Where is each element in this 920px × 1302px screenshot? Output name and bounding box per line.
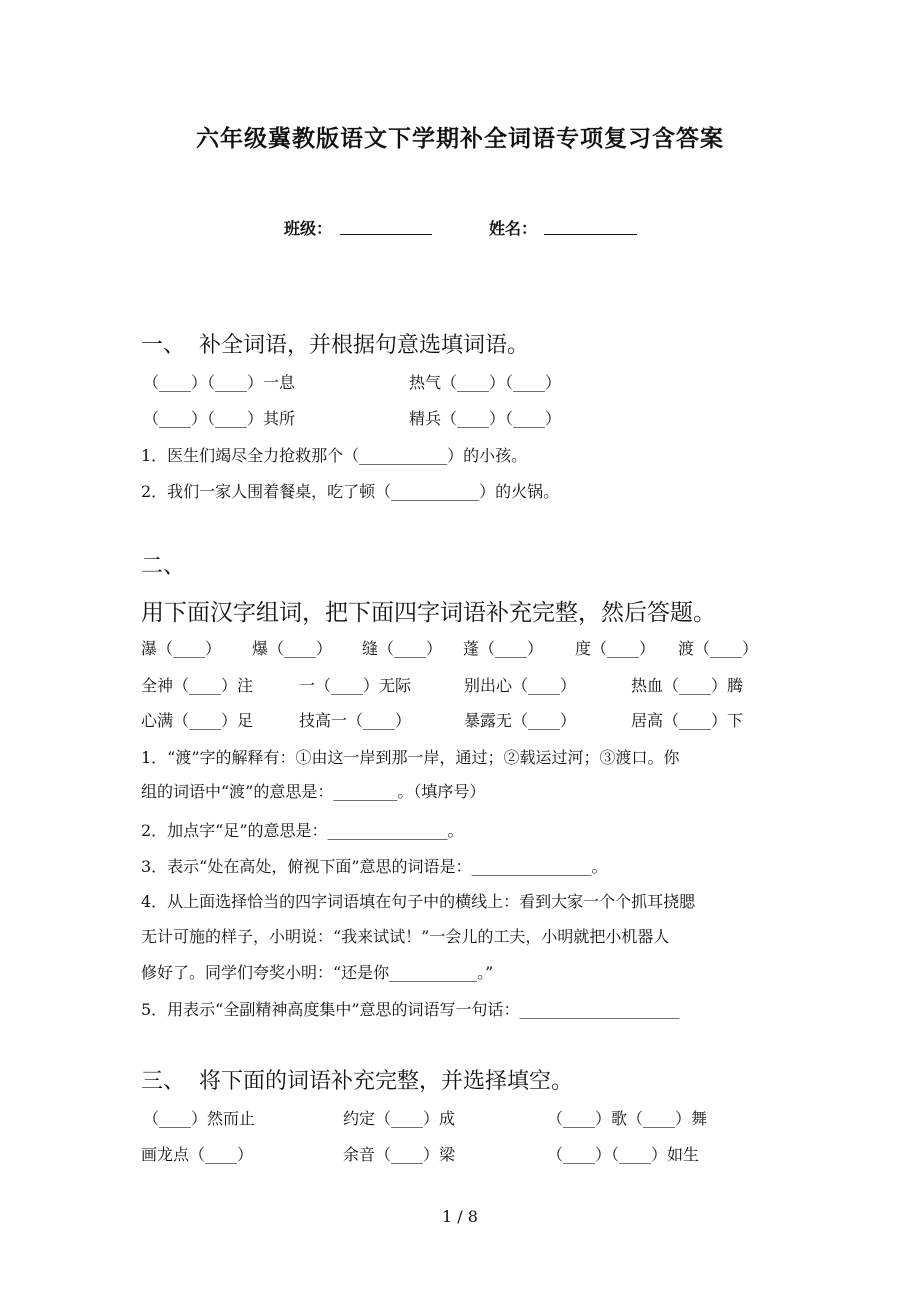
section3-heading: 三、 将下面的词语补充完整，并选择填空。 <box>141 1069 573 1094</box>
idiom-blank: 居高（____）下 <box>631 711 744 730</box>
char-blank: 瀑（____） <box>141 639 222 658</box>
idiom-blank: 画龙点（____） <box>141 1145 254 1164</box>
idiom-blank: （____）歌（____）舞 <box>547 1109 708 1128</box>
char-blank: 度（____） <box>575 639 656 658</box>
question-text: 1．“渡”字的解释有：①由这一岸到那一岸，通过；②载运过河；③渡口。你 <box>141 748 680 767</box>
idiom-blank: 一（____）无际 <box>299 676 412 695</box>
char-blank: 缝（____） <box>362 639 443 658</box>
page-number: 1 / 8 <box>442 1207 478 1226</box>
question-text: 3．表示“处在高处，俯视下面”意思的词语是：_______________。 <box>141 857 608 876</box>
document-title: 六年级冀教版语文下学期补全词语专项复习含答案 <box>196 125 724 152</box>
idiom-blank: 技高一（____） <box>299 711 412 730</box>
name-blank[interactable] <box>544 234 637 235</box>
question-text: 4．从上面选择恰当的四字词语填在句子中的横线上：看到大家一个个抓耳挠腮 <box>141 892 696 911</box>
question-text: 2．我们一家人围着餐桌，吃了顿（___________）的火锅。 <box>141 482 560 501</box>
section2-number: 二、 <box>141 554 186 579</box>
question-text: 1．医生们竭尽全力抢救那个（___________）的小孩。 <box>141 446 528 465</box>
question-text: 2．加点字“足”的意思是：_______________。 <box>141 821 464 840</box>
section1-heading: 一、 补全词语，并根据句意选填词语。 <box>141 333 529 358</box>
name-label: 姓名： <box>489 219 538 238</box>
idiom-blank: 约定（____）成 <box>343 1109 456 1128</box>
question-text: 无计可施的样子，小明说：“我来试试！”一会儿的工夫，小明就把小机器人 <box>141 927 670 946</box>
idiom-blank: （____）（____）如生 <box>547 1145 700 1164</box>
idiom-blank: 心满（____）足 <box>141 711 254 730</box>
question-text: 组的词语中“渡”的意思是：________。（填序号） <box>141 782 486 801</box>
idiom-blank: 暴露无（____） <box>464 711 577 730</box>
idiom-blank: （____）然而止 <box>143 1109 256 1128</box>
idiom-blank: （____）（____）一息 <box>143 373 296 392</box>
section2-heading: 用下面汉字组词，把下面四字词语补充完整，然后答题。 <box>141 600 716 626</box>
idiom-blank: 热血（____）腾 <box>631 676 744 695</box>
question-text: 修好了。同学们夸奖小明：“还是你___________。” <box>141 963 494 982</box>
idiom-blank: 精兵（____）（____） <box>409 409 562 428</box>
char-blank: 渡（____） <box>678 639 759 658</box>
class-blank[interactable] <box>340 234 432 235</box>
idiom-blank: 余音（____）梁 <box>343 1145 456 1164</box>
char-blank: 蓬（____） <box>463 639 544 658</box>
idiom-blank: 全神（____）注 <box>141 676 254 695</box>
idiom-blank: 热气（____）（____） <box>409 373 562 392</box>
idiom-blank: 别出心（____） <box>464 676 577 695</box>
char-blank: 爆（____） <box>252 639 333 658</box>
idiom-blank: （____）（____）其所 <box>143 409 296 428</box>
question-text: 5．用表示“全副精神高度集中”意思的词语写一句话：____________________ <box>141 1000 680 1019</box>
class-label: 班级： <box>284 219 333 238</box>
